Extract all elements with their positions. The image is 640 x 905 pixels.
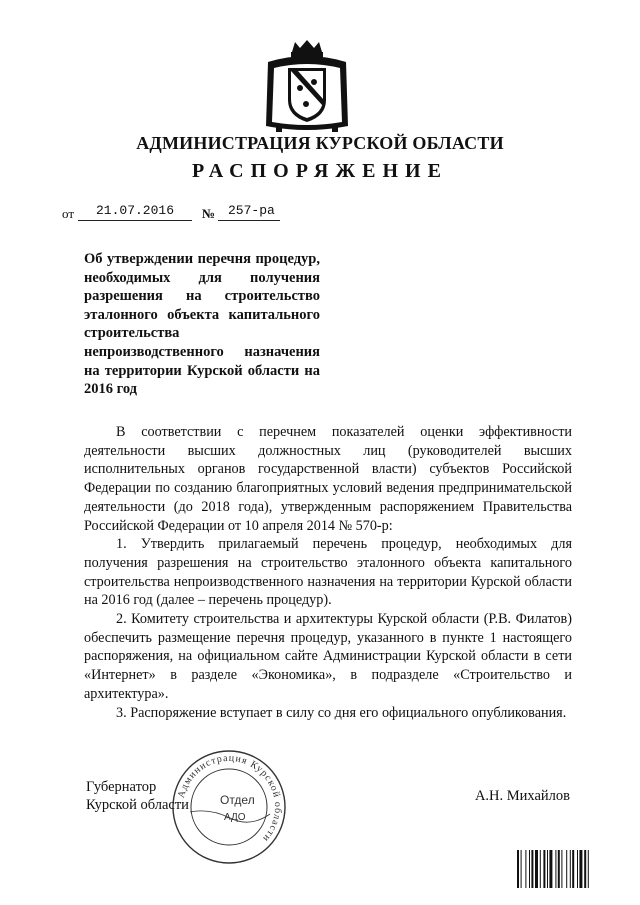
barcode-icon [516,850,616,888]
document-date: 21.07.2016 [96,203,175,218]
item-3: 3. Распоряжение вступает в силу со дня его официального опубликования. [116,704,567,721]
signatory-name: А.Н. Михайлов [474,788,570,804]
document-type: РАСПОРЯЖЕНИЕ [192,160,448,182]
document-number: 257-ра [228,203,275,218]
date-label: от [62,206,75,221]
document-meta [62,198,392,224]
date-underline [78,220,192,221]
number-label: № [202,206,216,221]
item-1: 1. Утвердить прилагаемый перечень процедур, необходимых для получения разрешения на строительство эталонного объекта капитального строительства непроизводственного назначения на территории Курской области на 2016 год (далее – перечень процедур). [84,536,572,609]
position-line2: Курской области [86,797,189,813]
coat-of-arms-icon [262,38,352,134]
document-subject: Об утверждении перечня процедур, необходимых для получения разрешения на строительство эталонного объекта капитального строительства непроизводственного назначения на территории Курской области на 2016 год [84,251,320,398]
signatory-position [86,778,189,814]
stamp-center-line2: АДО [224,812,246,823]
stamp-ring-text: Администрация Курской области [175,752,284,845]
stamp-center-line1: Отдел [220,793,255,807]
position-line1: Губернатор [86,779,157,795]
document-body [84,423,572,722]
item-2: 2. Комитету строительства и архитектуры Курской области (Р.В. Филатов) обеспечить размещение перечня процедур, указанного в пункте 1 настоящего распоряжения, на официальном сайте Администрации Курской области в сети «Интернет» в разделе «Экономика», в подразделе «Строительство и архитектура». [84,611,572,702]
preamble: В соответствии с перечнем показателей оценки эффективности деятельности высших должностных лиц (руководителей высших исполнительных органов государственной власти) субъектов Российской Федерации по созданию благоприятных условий ведения предпринимательской деятельности (до 2018 года), утвержденным распоряжением Правительства Российской Федерации от 10 апреля 2014 № 570-р: [84,424,572,534]
organization-title: АДМИНИСТРАЦИЯ КУРСКОЙ ОБЛАСТИ [136,133,504,153]
number-underline [218,220,280,221]
